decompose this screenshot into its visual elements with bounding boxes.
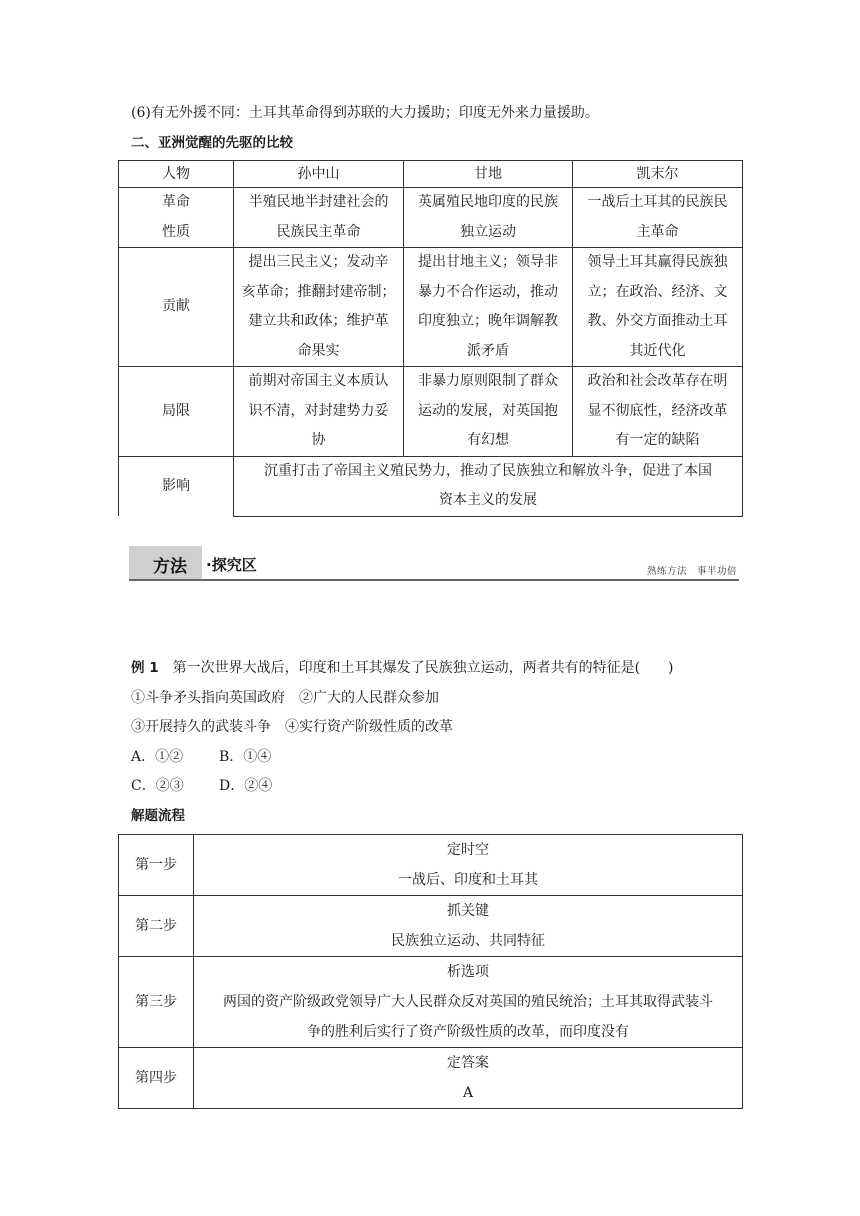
table-cell: 一战后土耳其的民族民 主革命 [573,188,743,248]
table-row [119,957,743,1048]
step-label: 第三步 [119,957,194,1048]
choice-a: A．①② [131,749,184,765]
table-row [119,188,743,248]
table-cell-merged: 沉重打击了帝国主义殖民势力，推动了民族独立和解放斗争，促进了本国 资本主义的发展 [234,456,743,516]
table-row [119,456,743,516]
banner-subtitle: ·探究区 [206,556,257,574]
table-cell: 政治和社会改革存在明 显不彻底性，经济改革 有一定的缺陷 [573,367,743,457]
choice-row-2 [131,776,273,796]
header-cell: 凯末尔 [573,161,743,188]
example-label: 例 1 [131,660,159,676]
table-row [119,248,743,367]
table-row [119,1048,743,1109]
table-row [119,896,743,957]
choice-b: B．①④ [219,749,272,765]
step-content: 析选项 两国的资产阶级政党领导广大人民群众反对英国的殖民统治；土耳其取得武装斗 争的胜利后实行了资产阶级性质的改革，而印度没有 [194,957,743,1048]
solution-steps-table [118,834,743,1109]
step-label: 第一步 [119,835,194,896]
comparison-table [118,160,743,517]
table-header-row [119,161,743,188]
header-cell: 甘地 [404,161,573,188]
row-label: 革命 性质 [119,188,234,248]
table-cell: 半殖民地半封建社会的 民族民主革命 [234,188,404,248]
question-text: 第一次世界大战后，印度和土耳其爆发了民族独立运动，两者共有的特征是( ) [172,660,674,676]
intro-line: (6)有无外援不同：土耳其革命得到苏联的大力援助；印度无外来力量援助。 [131,105,599,121]
row-label: 贡献 [119,248,234,367]
choice-row-1 [131,747,272,767]
row-label: 局限 [119,367,234,457]
table-cell: 提出甘地主义；领导非 暴力不合作运动，推动 印度独立；晚年调解教 派矛盾 [404,248,573,367]
choice-d: D．②④ [219,778,273,794]
table-cell: 前期对帝国主义本质认 识不清，对封建势力妥 协 [234,367,404,457]
section-title: 二、亚洲觉醒的先驱的比较 [131,135,293,151]
method-banner [129,546,739,582]
table-cell: 英属殖民地印度的民族 独立运动 [404,188,573,248]
choice-c: C．②③ [131,778,184,794]
banner-rule [129,579,739,581]
step-label: 第二步 [119,896,194,957]
step-content: 抓关键 民族独立运动、共同特征 [194,896,743,957]
step-content: 定答案 A [194,1048,743,1109]
row-label: 影响 [119,456,234,516]
options-line-2: ③开展持久的武装斗争 ④实行资产阶级性质的改革 [131,719,453,735]
header-cell: 人物 [119,161,234,188]
table-row [119,835,743,896]
options-line-1: ①斗争矛头指向英国政府 ②广大的人民群众参加 [131,690,439,706]
banner-slogan: 熟练方法 事半功倍 [646,566,737,577]
step-label: 第四步 [119,1048,194,1109]
solve-title: 解题流程 [131,808,185,824]
table-cell: 非暴力原则限制了群众 运动的发展，对英国抱 有幻想 [404,367,573,457]
table-cell: 领导土耳其赢得民族独 立；在政治、经济、文 教、外交方面推动土耳 其近代化 [573,248,743,367]
header-cell: 孙中山 [234,161,404,188]
step-content: 定时空 一战后、印度和土耳其 [194,835,743,896]
banner-title: 方法 [153,557,187,577]
example-question [131,658,674,678]
table-cell: 提出三民主义；发动辛 亥革命；推翻封建帝制； 建立共和政体；维护革 命果实 [234,248,404,367]
table-row [119,367,743,457]
